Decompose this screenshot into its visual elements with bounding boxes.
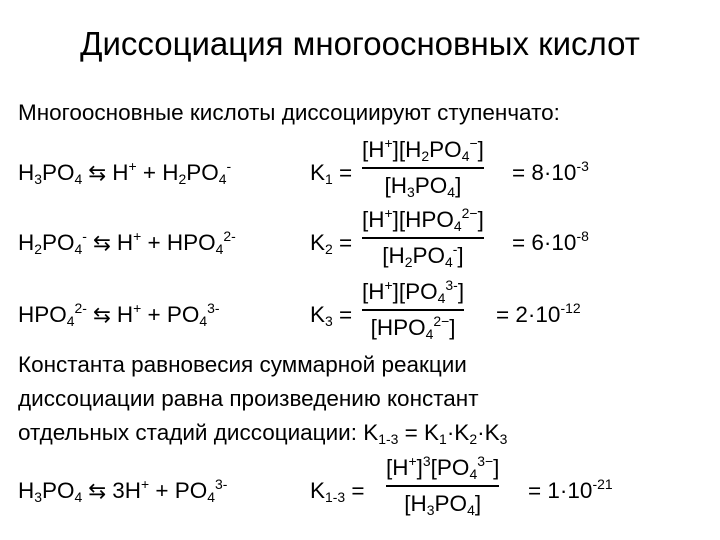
equilibrium-arrow-icon: ⇆ [92,303,111,327]
step3-k-label: $K_3$ = [310,302,353,330]
overall-equation: $H_3PO_4$ ⇆ $3H^+ + PO_4^{3-}$ [18,475,228,506]
equilibrium-arrow-icon: ⇆ [92,231,111,255]
overall-fraction [386,454,499,518]
step3-numerator: $[H^+][PO_4^{3-}]$ [362,276,465,307]
conclusion-line-2: диссоциации равна произведению констант [18,386,479,411]
step1-fraction [362,136,484,200]
equilibrium-arrow-icon: ⇆ [88,479,107,503]
step2-fraction [362,206,484,270]
intro-text: Многоосновные кислоты диссоциируют ступенчато: [18,100,560,125]
overall-value: = $1\cdot 10^{-21}$ [528,475,613,503]
step1-k-label: $K_1$ = [310,160,353,188]
conclusion-line-1: Константа равновесия суммарной реакции [18,352,467,377]
step1-equation: $H_3PO_4$ ⇆ $H^+ + H_2PO_4^-$ [18,157,232,188]
step2-numerator: $[H^+][HPO_4^{2-}]$ [362,204,484,235]
fraction-bar [362,167,484,169]
equilibrium-arrow-icon: ⇆ [88,161,107,185]
conclusion-line-3: отдельных стадий диссоциации: $K_{1-3} = K_1\cdot K_2\cdot K_3$ [18,420,508,448]
step1-value: = $8\cdot 10^{-3}$ [512,157,589,185]
step2-k-label: $K_2$ = [310,230,353,258]
overall-denominator: $[H_3PO_4]$ [404,490,482,518]
step1-denominator: $[H_3PO_4]$ [384,172,462,200]
fraction-bar [386,485,499,487]
step2-value: = $6\cdot 10^{-8}$ [512,227,589,255]
fraction-bar [362,309,464,311]
overall-k-label: $K_{1-3}$ = [310,478,365,506]
step1-numerator: $[H^+][H_2PO_4^-]$ [362,134,484,165]
step3-fraction [362,278,464,342]
step2-denominator: $[H_2PO_4^-]$ [382,240,464,270]
step3-denominator: $[HPO_4^{2-}]$ [370,312,456,342]
slide-title: Диссоциация многоосновных кислот [80,25,640,62]
step3-value: = $2\cdot 10^{-12}$ [496,299,581,327]
overall-numerator: $[H^+]^3[PO_4^{3-}]$ [386,452,500,483]
fraction-bar [362,237,484,239]
step2-equation: $H_2PO_4^-$ ⇆ $H^+ + HPO_4^{2-}$ [18,227,236,258]
step3-equation: $HPO_4^{2-}$ ⇆ $H^+ + PO_4^{3-}$ [18,299,220,330]
